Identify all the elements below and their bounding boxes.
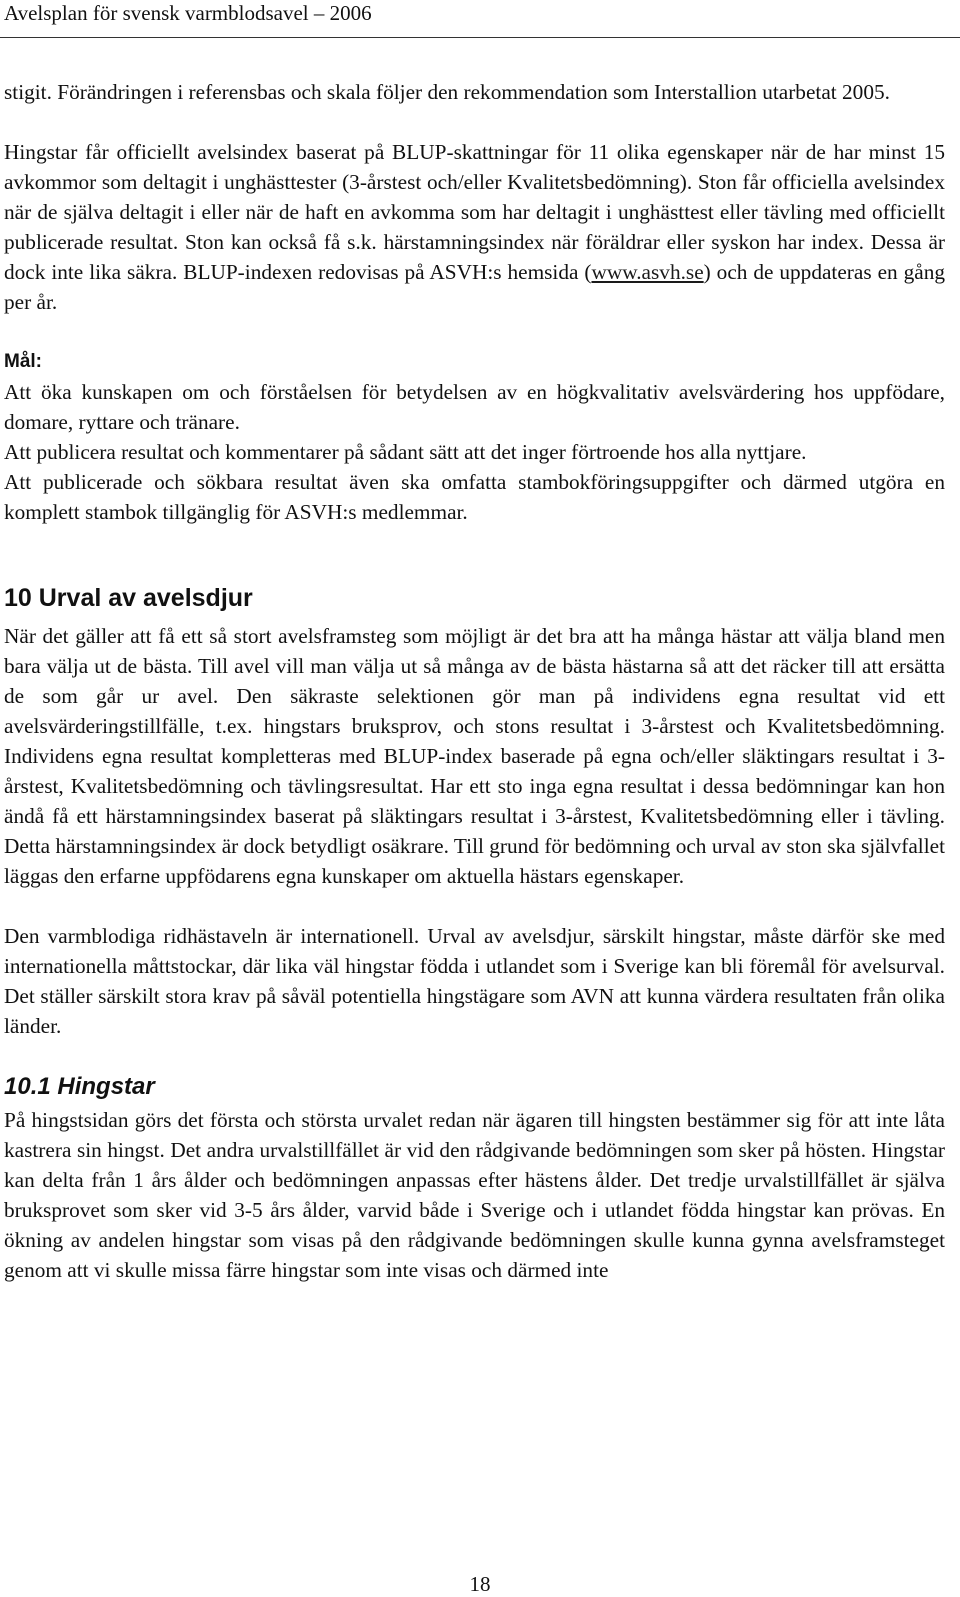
paragraph-blup-tail: ) och de uppdateras en gång per år. <box>4 260 945 314</box>
section-heading-10: 10 Urval av avelsdjur <box>4 584 253 612</box>
paragraph-spacer <box>4 891 945 921</box>
running-header: Avelsplan för svensk varmblodsavel – 2006 <box>4 1 372 25</box>
paragraph-spacer <box>4 107 945 137</box>
page-number: 18 <box>469 1572 491 1596</box>
goal-item-knowledge: Att öka kunskapen om och förståelsen för betydelsen av en högkvalitativ avelsvärdering hos uppfödare, domare, ryttare och tränare. <box>4 380 945 434</box>
header-rule <box>0 37 960 38</box>
section-heading-10-1: 10.1 Hingstar <box>4 1073 155 1100</box>
section-10-paragraph-1: När det gäller att få ett så stort avelsframsteg som möjligt är det bra att ha många hästar att välja bland men bara välja ut de bästa. Till avel vill man välja ut så många av de bästa hästarna så att det räcker till att ersätta de som går ur avel. Den säkraste selektionen gör man på individens egna resultat vid ett avelsvärderingstillfälle, t.ex. hingstars bruksprov, och stons resultat i 3-årstest och Kvalitetsbedömning. Individens egna resultat kompletteras med BLUP-index baserade på egna och/eller släktingars resultat i 3-årstest, Kvalitetsbedömning och tävlingsresultat. Har ett sto inga egna resultat i dessa bedömningar kan hon ändå få ett härstamningsindex baserat på släktingars resultat i 3-årstest, Kvalitetsbedömning eller i tävling. Detta härstamningsindex är dock betydligt osäkrare. Till grund för bedömning och urval av ston ska självfallet läggas den erfarne uppfödarens egna kunskaper om aktuella hästars egenskaper. <box>4 624 945 888</box>
goal-item-publish: Att publicera resultat och kommentarer på sådant sätt att det inger förtroende hos alla nyttjare. <box>4 440 807 464</box>
paragraph-blup-text: Hingstar får officiellt avelsindex baserat på BLUP-skattningar för 11 olika egenskaper när de har minst 15 avkommor som deltagit i unghästtester (3-årstest och/eller Kvalitetsbedömning). Ston får officiella avelsindex när de själva deltagit i eller när de haft en avkomma som har deltagit i unghästtest eller tävling med officiellt publicerade resultat. Ston kan också få s.k. härstamningsindex när föräldrar eller syskon har index. Dessa är dock inte lika säkra. BLUP-indexen redovisas på ASVH:s hemsida ( <box>4 140 945 284</box>
section-10-paragraph-2: Den varmblodiga ridhästaveln är internationell. Urval av avelsdjur, särskilt hingstar, måste därför ske med internationella måttstockar, där lika väl hingstar födda i utlandet som i Sverige kan bli föremål för avelsurval. Det ställer särskilt stora krav på såväl potentiella hingstägare som AVN att kunna värdera resultaten från olika länder. <box>4 924 945 1038</box>
section-spacer <box>4 1041 945 1071</box>
paragraph-blup <box>4 137 945 317</box>
paragraph-spacer <box>4 317 945 347</box>
goals-label: Mål: <box>4 351 42 372</box>
section-10-1-paragraph-1: På hingstsidan görs det första och största urvalet redan när ägaren till hingsten bestämmer sig för att inte låta kastrera sin hingst. Det andra urvalstillfället är vid den rådgivande bedömningen som sker på hösten. Hingstar kan delta från 1 års ålder och bedömningen anpassas efter hästens ålder. Det tredje urvalstillfället är själva bruksprovet som sker vid 3-5 års ålder, varvid både i Sverige och i utlandet födda hingstar kan prövas. En ökning av andelen hingstar som visas på den rådgivande bedömningen skulle kunna gynna avelsframsteget genom att vi skulle missa färre hingstar som inte visas och därmed inte <box>4 1108 945 1282</box>
paragraph-intro: stigit. Förändringen i referensbas och skala följer den rekommendation som Interstallion utarbetat 2005. <box>4 80 890 104</box>
document-body <box>4 77 945 1285</box>
section-spacer <box>4 527 945 581</box>
goal-item-studbook: Att publicerade och sökbara resultat även ska omfatta stambokföringsuppgifter och därmed utgöra en komplett stambok tillgänglig för ASVH:s medlemmar. <box>4 470 945 524</box>
asvh-website-link[interactable]: www.asvh.se <box>591 260 704 284</box>
